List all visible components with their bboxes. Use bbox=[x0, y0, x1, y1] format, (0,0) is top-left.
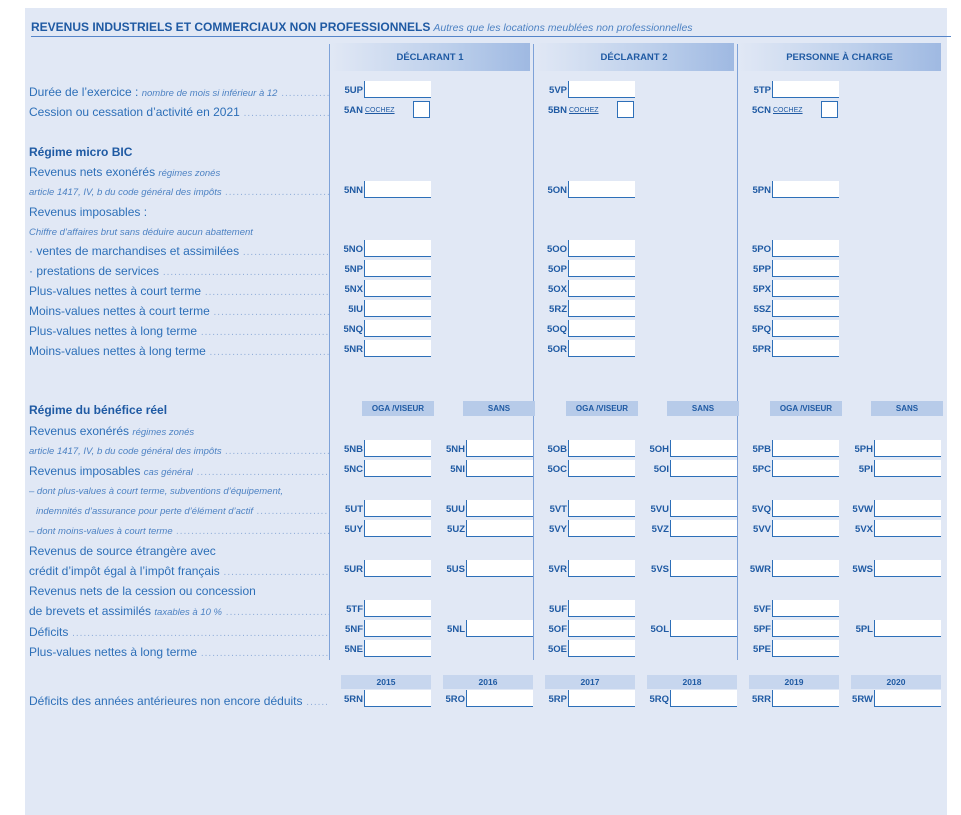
input-5oi[interactable] bbox=[670, 460, 737, 477]
box-code: 5VR bbox=[548, 564, 567, 575]
input-5uu[interactable] bbox=[466, 500, 533, 517]
section-subtitle: Autres que les locations meublées non professionnelles bbox=[433, 22, 693, 34]
row-label-brevets2: de brevets et assimilés taxables à 10 % ..... bbox=[29, 603, 329, 620]
box-code: 5OB bbox=[547, 444, 567, 455]
row-label-cession: Cession ou cessation d’activité en 2021 ..... bbox=[29, 104, 329, 121]
year-header: 2017 bbox=[545, 675, 635, 689]
input-5vy[interactable] bbox=[568, 520, 635, 537]
box-code: 5OR bbox=[547, 344, 567, 355]
year-header: 2015 bbox=[341, 675, 431, 689]
box-code: 5OP bbox=[547, 264, 567, 275]
box-code: 5IU bbox=[348, 304, 363, 315]
year-header: 2020 bbox=[851, 675, 941, 689]
row-label-anterieurs: Déficits des années antérieures non encore déduits ..... bbox=[29, 693, 329, 710]
box-code: 5RO bbox=[445, 694, 465, 705]
box-code: 5UZ bbox=[447, 524, 465, 535]
input-5vu[interactable] bbox=[670, 500, 737, 517]
checkbox-5cn[interactable] bbox=[821, 101, 838, 118]
input-5pf[interactable] bbox=[772, 620, 839, 637]
input-5sz[interactable] bbox=[772, 300, 839, 317]
column-header-declarant2: DÉCLARANT 2 bbox=[534, 43, 734, 71]
box-code: 5CN bbox=[751, 105, 771, 116]
row-label-imposables: Revenus imposables : bbox=[29, 205, 148, 219]
input-5oq[interactable] bbox=[568, 320, 635, 337]
input-5uy[interactable] bbox=[364, 520, 431, 537]
box-code: 5OE bbox=[547, 644, 567, 655]
box-code: 5US bbox=[446, 564, 465, 575]
input-5px[interactable] bbox=[772, 280, 839, 297]
box-code: 5PE bbox=[753, 644, 771, 655]
box-code: 5OQ bbox=[546, 324, 567, 335]
box-code: 5PR bbox=[752, 344, 771, 355]
input-5no[interactable] bbox=[364, 240, 431, 257]
input-5of[interactable] bbox=[568, 620, 635, 637]
box-code: 5PN bbox=[752, 185, 771, 196]
box-code: 5PB bbox=[752, 444, 771, 455]
box-code: 5OH bbox=[649, 444, 669, 455]
box-code: 5NP bbox=[344, 264, 363, 275]
box-code: 5NL bbox=[447, 624, 465, 635]
input-5np[interactable] bbox=[364, 260, 431, 277]
box-code: 5VF bbox=[753, 604, 771, 615]
input-5nb[interactable] bbox=[364, 440, 431, 457]
column-divider bbox=[533, 44, 534, 660]
input-5pb[interactable] bbox=[772, 440, 839, 457]
row-label-pv-long: Plus-values nettes à long terme ..... bbox=[29, 323, 329, 340]
input-5ne[interactable] bbox=[364, 640, 431, 657]
box-code: 5VY bbox=[549, 524, 567, 535]
box-code: 5VQ bbox=[751, 504, 771, 515]
input-5vv[interactable] bbox=[772, 520, 839, 537]
reel-title: Régime du bénéfice réel bbox=[29, 403, 168, 417]
input-5nf[interactable] bbox=[364, 620, 431, 637]
subheader-oga: OGA /VISEUR bbox=[362, 401, 434, 416]
box-code: 5RQ bbox=[649, 694, 669, 705]
input-5op[interactable] bbox=[568, 260, 635, 277]
box-code: 5RW bbox=[852, 694, 873, 705]
box-code: 5UP bbox=[344, 85, 363, 96]
input-5nr[interactable] bbox=[364, 340, 431, 357]
input-5nq[interactable] bbox=[364, 320, 431, 337]
box-code: 5TP bbox=[753, 85, 771, 96]
input-5tf[interactable] bbox=[364, 600, 431, 617]
box-code: 5SZ bbox=[753, 304, 771, 315]
row-label-etranger2: crédit d’impôt égal à l’impôt français ..... bbox=[29, 563, 329, 580]
input-5pe[interactable] bbox=[772, 640, 839, 657]
row-label-mv-court: Moins-values nettes à court terme ..... bbox=[29, 303, 329, 320]
input-5tp[interactable] bbox=[772, 81, 839, 98]
input-5up[interactable] bbox=[364, 81, 431, 98]
input-5vz[interactable] bbox=[670, 520, 737, 537]
input-5vx[interactable] bbox=[874, 520, 941, 537]
box-code: 5NR bbox=[343, 344, 363, 355]
input-5wr[interactable] bbox=[772, 560, 839, 577]
checkbox-5bn[interactable] bbox=[617, 101, 634, 118]
subheader-oga: OGA /VISEUR bbox=[770, 401, 842, 416]
box-code: 5OO bbox=[546, 244, 567, 255]
input-5nn[interactable] bbox=[364, 181, 431, 198]
row-label-exo-article: article 1417, IV, b du code général des impôts ..... bbox=[29, 184, 329, 201]
input-5oc[interactable] bbox=[568, 460, 635, 477]
year-header: 2018 bbox=[647, 675, 737, 689]
input-5ob[interactable] bbox=[568, 440, 635, 457]
box-code: 5NH bbox=[445, 444, 465, 455]
box-code: 5RR bbox=[751, 694, 771, 705]
row-label-etranger1: Revenus de source étrangère avec bbox=[29, 544, 216, 558]
row-label-reel-imp: Revenus imposables cas général ..... bbox=[29, 463, 329, 480]
input-5rp[interactable] bbox=[568, 690, 635, 707]
box-code: 5VX bbox=[855, 524, 873, 535]
column-divider bbox=[737, 44, 738, 660]
input-5on[interactable] bbox=[568, 181, 635, 198]
input-5ur[interactable] bbox=[364, 560, 431, 577]
box-code: 5NN bbox=[343, 185, 363, 196]
box-code: 5UF bbox=[549, 604, 567, 615]
box-code: 5NF bbox=[345, 624, 363, 635]
row-label-chiffre: Chiffre d’affaires brut sans déduire aucun abattement bbox=[29, 227, 253, 238]
row-label-pv-long-reel: Plus-values nettes à long terme ..... bbox=[29, 644, 329, 661]
input-5pc[interactable] bbox=[772, 460, 839, 477]
input-5pn[interactable] bbox=[772, 181, 839, 198]
box-code: 5NC bbox=[343, 464, 363, 475]
box-code: 5WR bbox=[749, 564, 771, 575]
row-label-reel-exo: Revenus exonérés régimes zonés bbox=[29, 424, 195, 438]
input-5rr[interactable] bbox=[772, 690, 839, 707]
box-code: 5RP bbox=[548, 694, 567, 705]
input-5ro[interactable] bbox=[466, 690, 533, 707]
box-code: 5NI bbox=[450, 464, 465, 475]
column-divider bbox=[329, 44, 330, 660]
row-label-duree: Durée de l’exercice : nombre de mois si inférieur à 12 ..... bbox=[29, 84, 329, 101]
cochez-label: COCHEZ bbox=[773, 107, 803, 114]
column-header-personne: PERSONNE À CHARGE bbox=[738, 43, 941, 71]
row-label-indemnites: indemnités d’assurance pour perte d’élément d’actif ..... bbox=[36, 503, 329, 520]
box-code: 5PI bbox=[858, 464, 873, 475]
input-5nc[interactable] bbox=[364, 460, 431, 477]
input-5or[interactable] bbox=[568, 340, 635, 357]
input-5ol[interactable] bbox=[670, 620, 737, 637]
input-5ph[interactable] bbox=[874, 440, 941, 457]
box-code: 5VT bbox=[549, 504, 567, 515]
input-5vs[interactable] bbox=[670, 560, 737, 577]
input-5ws[interactable] bbox=[874, 560, 941, 577]
box-code: 5UY bbox=[344, 524, 363, 535]
box-code: 5NQ bbox=[343, 324, 363, 335]
input-5vw[interactable] bbox=[874, 500, 941, 517]
box-code: 5UR bbox=[343, 564, 363, 575]
box-code: 5NE bbox=[344, 644, 363, 655]
box-code: 5OC bbox=[547, 464, 567, 475]
input-5us[interactable] bbox=[466, 560, 533, 577]
box-code: 5OF bbox=[548, 624, 567, 635]
input-5uf[interactable] bbox=[568, 600, 635, 617]
box-code: 5OI bbox=[653, 464, 669, 475]
box-code: 5VU bbox=[650, 504, 669, 515]
input-5oe[interactable] bbox=[568, 640, 635, 657]
row-label-brevets1: Revenus nets de la cession ou concession bbox=[29, 584, 256, 598]
input-5vp[interactable] bbox=[568, 81, 635, 98]
box-code: 5PC bbox=[752, 464, 771, 475]
cochez-label: COCHEZ bbox=[365, 107, 395, 114]
row-label-ventes: · ventes de marchandises et assimilées ..... bbox=[29, 243, 329, 260]
input-5pq[interactable] bbox=[772, 320, 839, 337]
box-code: 5TF bbox=[346, 604, 363, 615]
input-5ut[interactable] bbox=[364, 500, 431, 517]
box-code: 5PX bbox=[753, 284, 771, 295]
subheader-oga: OGA /VISEUR bbox=[566, 401, 638, 416]
box-code: 5PH bbox=[854, 444, 873, 455]
input-5pr[interactable] bbox=[772, 340, 839, 357]
input-5pp[interactable] bbox=[772, 260, 839, 277]
checkbox-5an[interactable] bbox=[413, 101, 430, 118]
row-label-dont-pv: – dont plus-values à court terme, subventions d’équipement, bbox=[29, 486, 284, 497]
input-5rn[interactable] bbox=[364, 690, 431, 707]
title-divider bbox=[31, 36, 951, 37]
box-code: 5PO bbox=[751, 244, 771, 255]
row-label-dont-mv: – dont moins-values à court terme ..... bbox=[29, 523, 329, 540]
subheader-sans: SANS bbox=[871, 401, 943, 416]
input-5po[interactable] bbox=[772, 240, 839, 257]
box-code: 5NO bbox=[343, 244, 363, 255]
cochez-label: COCHEZ bbox=[569, 107, 599, 114]
input-5nh[interactable] bbox=[466, 440, 533, 457]
input-5pi[interactable] bbox=[874, 460, 941, 477]
row-label-prestations: · prestations de services ..... bbox=[29, 263, 329, 280]
input-5rw[interactable] bbox=[874, 690, 941, 707]
box-code: 5PL bbox=[855, 624, 873, 635]
year-header: 2016 bbox=[443, 675, 533, 689]
input-5uz[interactable] bbox=[466, 520, 533, 537]
subheader-sans: SANS bbox=[463, 401, 535, 416]
input-5oh[interactable] bbox=[670, 440, 737, 457]
box-code: 5WS bbox=[852, 564, 873, 575]
input-5vt[interactable] bbox=[568, 500, 635, 517]
input-5oo[interactable] bbox=[568, 240, 635, 257]
box-code: 5OL bbox=[650, 624, 669, 635]
micro-bic-title: Régime micro BIC bbox=[29, 145, 133, 159]
input-5nl[interactable] bbox=[466, 620, 533, 637]
box-code: 5VW bbox=[852, 504, 873, 515]
box-code: 5BN bbox=[547, 105, 567, 116]
section-title: REVENUS INDUSTRIELS ET COMMERCIAUX NON PROFESSIONNELS Autres que les locations meublées non professionnelles bbox=[31, 20, 693, 34]
box-code: 5VP bbox=[549, 85, 567, 96]
box-code: 5AN bbox=[343, 105, 363, 116]
box-code: 5NB bbox=[343, 444, 363, 455]
box-code: 5VZ bbox=[651, 524, 669, 535]
box-code: 5OX bbox=[547, 284, 567, 295]
box-code: 5VV bbox=[753, 524, 771, 535]
box-code: 5RN bbox=[343, 694, 363, 705]
box-code: 5VS bbox=[651, 564, 669, 575]
subheader-sans: SANS bbox=[667, 401, 739, 416]
box-code: 5UU bbox=[445, 504, 465, 515]
row-label-pv-court: Plus-values nettes à court terme ..... bbox=[29, 283, 329, 300]
row-label-mv-long: Moins-values nettes à long terme ..... bbox=[29, 343, 329, 360]
box-code: 5UT bbox=[345, 504, 363, 515]
input-5ox[interactable] bbox=[568, 280, 635, 297]
row-label-reel-exo-article: article 1417, IV, b du code général des impôts ..... bbox=[29, 443, 329, 460]
box-code: 5NX bbox=[344, 284, 363, 295]
input-5rz[interactable] bbox=[568, 300, 635, 317]
box-code: 5PF bbox=[753, 624, 771, 635]
box-code: 5RZ bbox=[549, 304, 567, 315]
year-header: 2019 bbox=[749, 675, 839, 689]
input-5vr[interactable] bbox=[568, 560, 635, 577]
box-code: 5PP bbox=[753, 264, 771, 275]
column-header-declarant1: DÉCLARANT 1 bbox=[330, 43, 530, 71]
input-5rq[interactable] bbox=[670, 690, 737, 707]
row-label-exo: Revenus nets exonérés régimes zonés bbox=[29, 165, 221, 179]
input-5pl[interactable] bbox=[874, 620, 941, 637]
input-5vq[interactable] bbox=[772, 500, 839, 517]
input-5ni[interactable] bbox=[466, 460, 533, 477]
row-label-deficits: Déficits ..... bbox=[29, 624, 329, 641]
box-code: 5ON bbox=[547, 185, 567, 196]
input-5vf[interactable] bbox=[772, 600, 839, 617]
input-5nx[interactable] bbox=[364, 280, 431, 297]
input-5iu[interactable] bbox=[364, 300, 431, 317]
box-code: 5PQ bbox=[751, 324, 771, 335]
